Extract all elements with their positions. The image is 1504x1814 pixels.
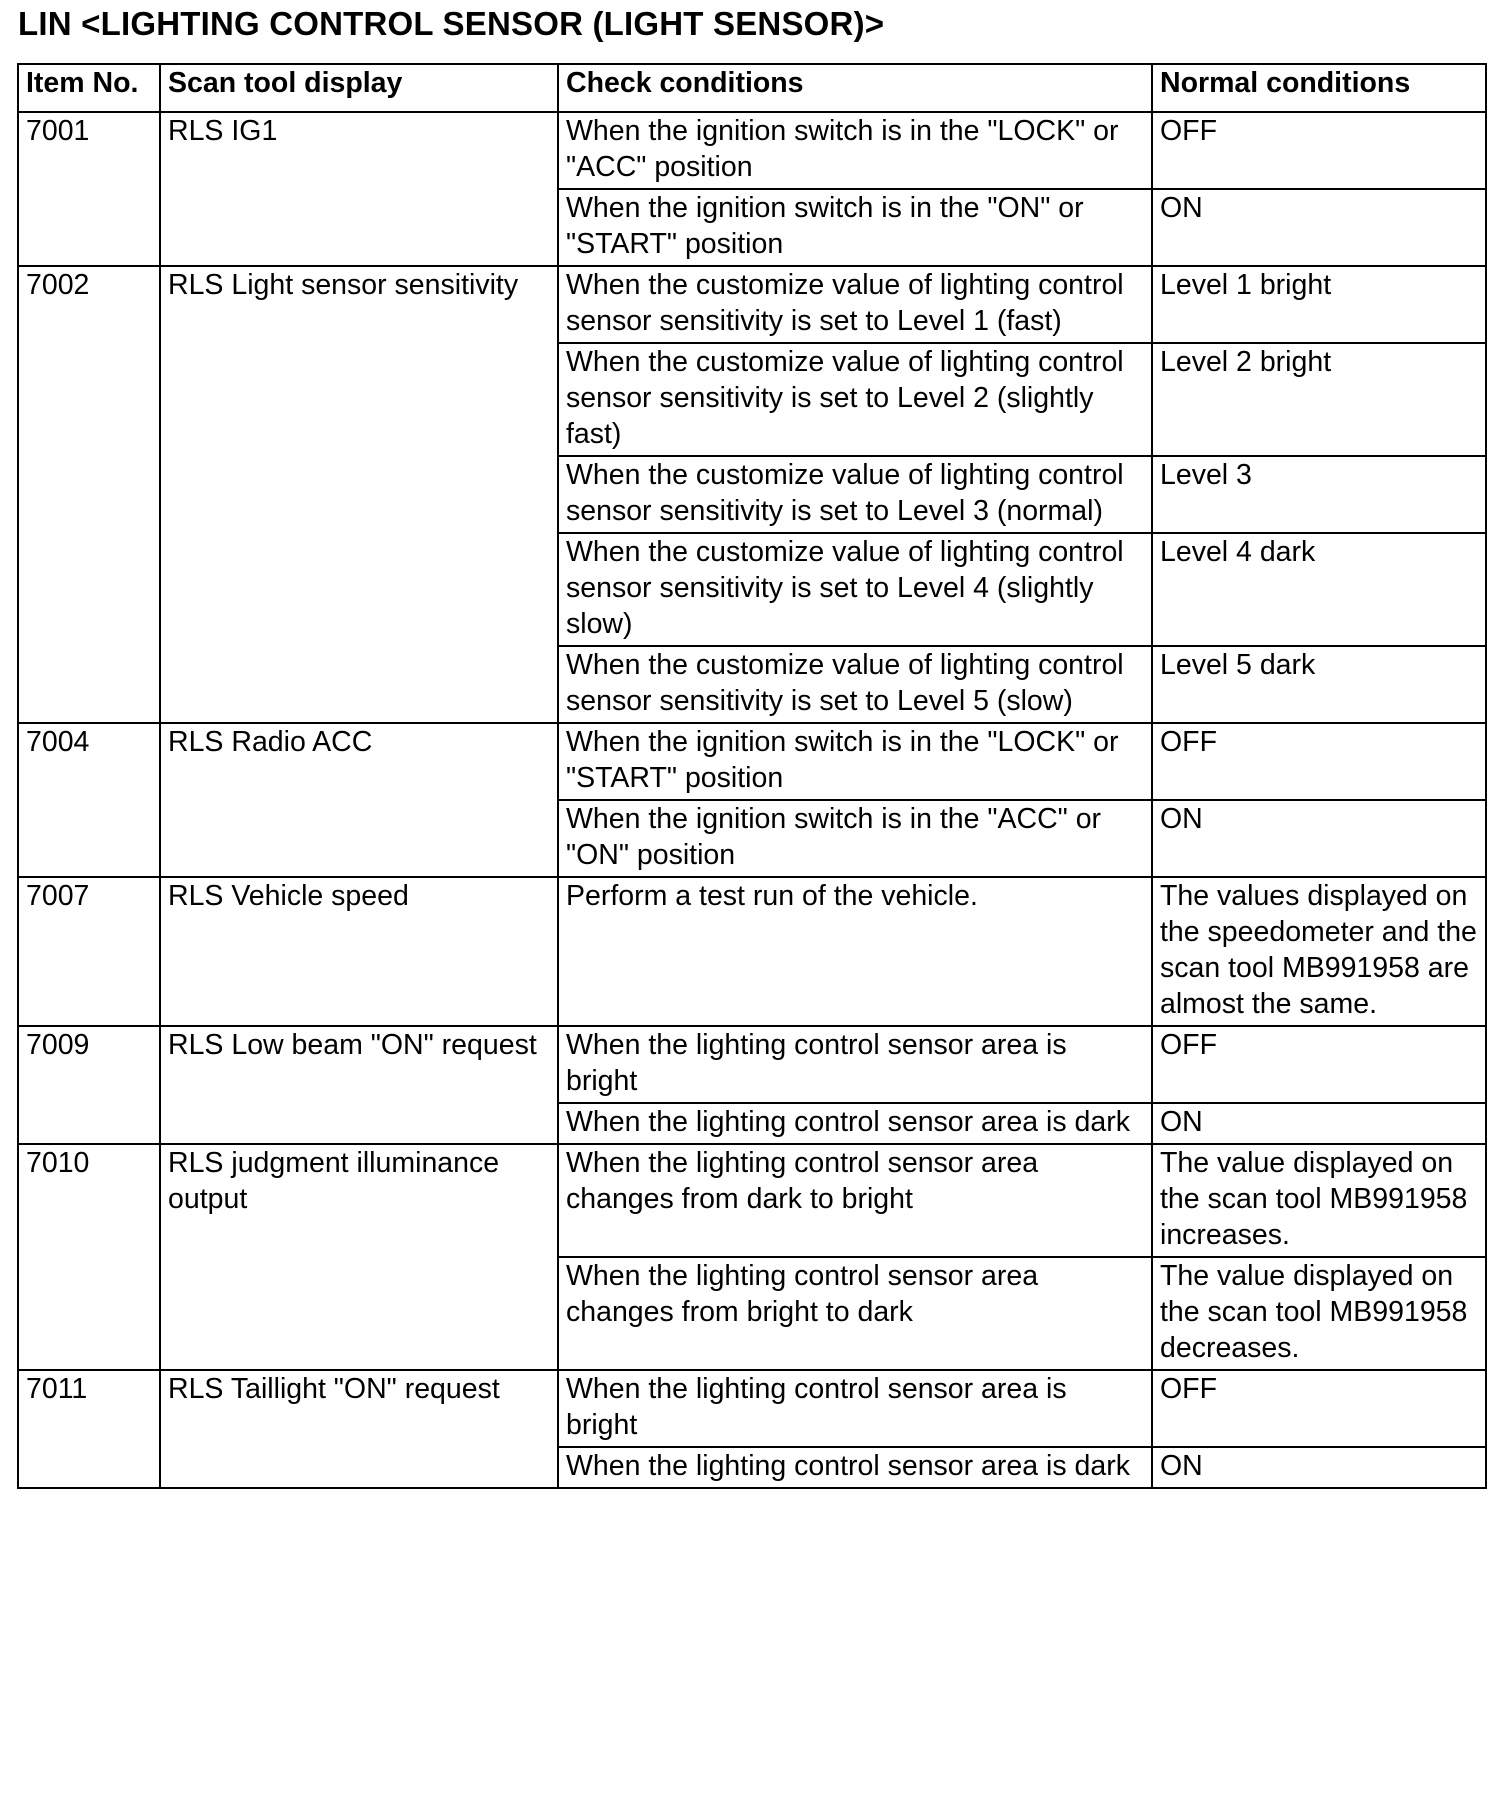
table-row (18, 266, 1486, 343)
item-number-cell: 7007 (18, 877, 160, 1026)
normal-condition-cell: OFF (1152, 1370, 1486, 1447)
item-number-cell: 7004 (18, 723, 160, 877)
check-condition-cell: When the customize value of lighting control sensor sensitivity is set to Level 2 (slightly fast) (558, 343, 1152, 456)
check-condition-cell: When the lighting control sensor area is dark (558, 1103, 1152, 1144)
scan-tool-display-cell: RLS judgment illuminance output (160, 1144, 558, 1370)
item-number-cell: 7009 (18, 1026, 160, 1144)
normal-condition-cell: OFF (1152, 1026, 1486, 1103)
header-item-no: Item No. (18, 64, 160, 112)
check-condition-cell: Perform a test run of the vehicle. (558, 877, 1152, 1026)
item-number-cell: 7010 (18, 1144, 160, 1370)
normal-condition-cell: The value displayed on the scan tool MB991958 decreases. (1152, 1257, 1486, 1370)
normal-condition-cell: ON (1152, 1103, 1486, 1144)
check-condition-cell: When the lighting control sensor area is bright (558, 1026, 1152, 1103)
scan-tool-display-cell: RLS IG1 (160, 112, 558, 266)
header-check-conditions: Check conditions (558, 64, 1152, 112)
normal-condition-cell: Level 4 dark (1152, 533, 1486, 646)
item-number-cell: 7001 (18, 112, 160, 266)
scan-tool-display-cell: RLS Radio ACC (160, 723, 558, 877)
normal-condition-cell: Level 2 bright (1152, 343, 1486, 456)
table-row (18, 1144, 1486, 1257)
check-condition-cell: When the ignition switch is in the "ACC" or "ON" position (558, 800, 1152, 877)
item-number-cell: 7011 (18, 1370, 160, 1488)
table-row (18, 723, 1486, 800)
normal-condition-cell: ON (1152, 1447, 1486, 1488)
check-condition-cell: When the lighting control sensor area changes from dark to bright (558, 1144, 1152, 1257)
data-list-table (17, 63, 1487, 1489)
normal-condition-cell: OFF (1152, 112, 1486, 189)
check-condition-cell: When the lighting control sensor area changes from bright to dark (558, 1257, 1152, 1370)
normal-condition-cell: Level 1 bright (1152, 266, 1486, 343)
scan-tool-display-cell: RLS Low beam "ON" request (160, 1026, 558, 1144)
header-scan-tool-display: Scan tool display (160, 64, 558, 112)
check-condition-cell: When the lighting control sensor area is dark (558, 1447, 1152, 1488)
normal-condition-cell: The value displayed on the scan tool MB991958 increases. (1152, 1144, 1486, 1257)
page-title: LIN <LIGHTING CONTROL SENSOR (LIGHT SENSOR)> (18, 5, 885, 42)
table-row (18, 877, 1486, 1026)
check-condition-cell: When the ignition switch is in the "ON" or "START" position (558, 189, 1152, 266)
header-normal-conditions: Normal conditions (1152, 64, 1486, 112)
check-condition-cell: When the customize value of lighting control sensor sensitivity is set to Level 5 (slow) (558, 646, 1152, 723)
table-row (18, 112, 1486, 189)
item-number-cell: 7002 (18, 266, 160, 723)
normal-condition-cell: Level 3 (1152, 456, 1486, 533)
check-condition-cell: When the ignition switch is in the "LOCK" or "ACC" position (558, 112, 1152, 189)
normal-condition-cell: ON (1152, 189, 1486, 266)
check-condition-cell: When the ignition switch is in the "LOCK" or "START" position (558, 723, 1152, 800)
scan-tool-display-cell: RLS Light sensor sensitivity (160, 266, 558, 723)
table-row (18, 1370, 1486, 1447)
table-header-row (18, 64, 1486, 112)
check-condition-cell: When the customize value of lighting control sensor sensitivity is set to Level 4 (slightly slow) (558, 533, 1152, 646)
table-row (18, 1026, 1486, 1103)
scan-tool-display-cell: RLS Taillight "ON" request (160, 1370, 558, 1488)
check-condition-cell: When the customize value of lighting control sensor sensitivity is set to Level 1 (fast) (558, 266, 1152, 343)
check-condition-cell: When the lighting control sensor area is bright (558, 1370, 1152, 1447)
scan-tool-display-cell: RLS Vehicle speed (160, 877, 558, 1026)
normal-condition-cell: The values displayed on the speedometer and the scan tool MB991958 are almost the same. (1152, 877, 1486, 1026)
normal-condition-cell: ON (1152, 800, 1486, 877)
normal-condition-cell: OFF (1152, 723, 1486, 800)
check-condition-cell: When the customize value of lighting control sensor sensitivity is set to Level 3 (normal) (558, 456, 1152, 533)
normal-condition-cell: Level 5 dark (1152, 646, 1486, 723)
